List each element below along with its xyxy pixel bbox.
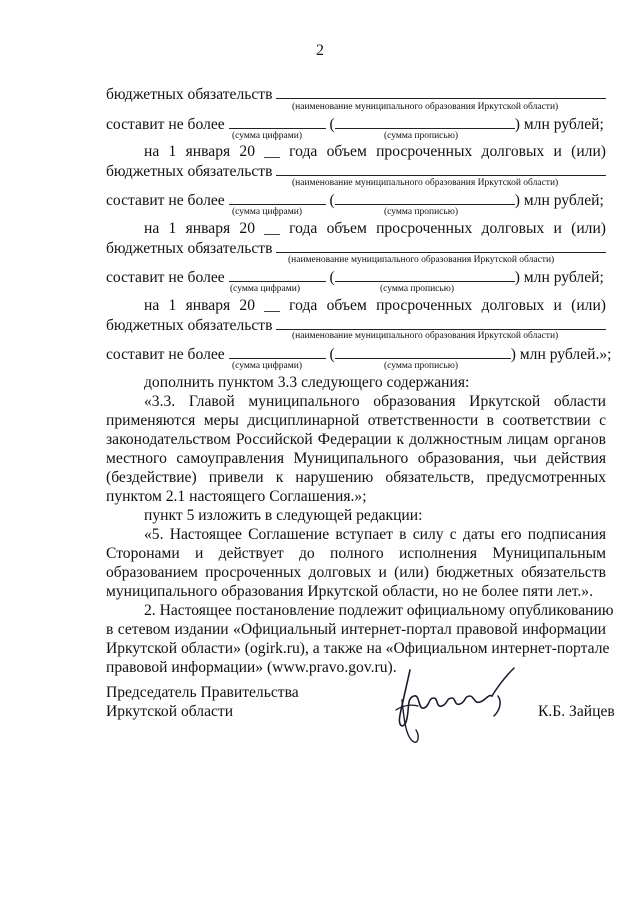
blank-line (335, 267, 515, 282)
form-row: составит не более ( ) млн рублей; (106, 269, 604, 286)
label: составит не более (106, 269, 225, 286)
label: млн рублей; (523, 116, 604, 133)
caption: (сумма прописью) (384, 361, 458, 371)
caption: (наименование муниципального образования Иркутской области) (292, 102, 559, 112)
blank-line (229, 267, 326, 282)
text-line: правовой информации» (www.pravo.gov.ru). (106, 659, 397, 676)
caption: (наименование муниципального образования Иркутской области) (292, 178, 559, 188)
text-line: на 1 января 20 __ года объем просроченных долговых и (или) (144, 297, 606, 314)
text-line: «3.3. Главой муниципального образования Иркутской области (144, 393, 606, 410)
caption: (сумма прописью) (384, 207, 458, 217)
form-row (106, 84, 606, 104)
blank-line (276, 84, 606, 99)
blank-line (335, 344, 511, 359)
text-line: образованием просроченных долговых и (или) бюджетных обязательств (106, 564, 606, 581)
signatory-name: К.Б. Зайцев (538, 703, 615, 720)
text-line: на 1 января 20 __ года объем просроченных долговых и (или) (144, 143, 606, 160)
text-line: (бездействие) привели к нарушению обязательств, предусмотренных (106, 469, 606, 486)
blank-line (276, 161, 606, 176)
text-line: муниципального образования Иркутской области, но не более пяти лет.». (106, 583, 593, 600)
text-line: в сетевом издании «Официальный интернет-портал правовой информации (106, 621, 606, 638)
text-line: «5. Настоящее Соглашение вступает в силу с даты его подписания (144, 526, 606, 543)
text-line: дополнить пунктом 3.3 следующего содержания: (144, 374, 470, 391)
text-line: применяются меры дисциплинарной ответственности в соответствии с (106, 412, 606, 429)
signatory-title: Председатель Правительства (106, 684, 299, 701)
label: бюджетных обязательств (106, 240, 273, 257)
blank-line (276, 315, 606, 330)
caption: (сумма цифрами) (232, 131, 302, 141)
label: млн рублей; (523, 269, 604, 286)
form-row: составит не более ( ) млн рублей.»; (106, 346, 612, 363)
blank-line (229, 190, 326, 205)
page-number: 2 (316, 42, 324, 59)
label: составит не более (106, 116, 225, 133)
text-line: местного самоуправления Муниципального образования, чьи действия (106, 450, 606, 467)
label: млн рублей; (523, 192, 604, 209)
label: бюджетных обязательств (106, 86, 273, 103)
label: составит не более (106, 346, 225, 363)
blank-line (276, 238, 606, 253)
text-line: Иркутской области» (ogirk.ru), а также на «Официальном интернет-портале (106, 640, 610, 657)
caption: (сумма прописью) (380, 284, 454, 294)
form-row: составит не более ( ) млн рублей; (106, 116, 604, 133)
label: бюджетных обязательств (106, 163, 273, 180)
handwritten-signature (380, 660, 540, 760)
form-row: составит не более ( ) млн рублей; (106, 192, 604, 209)
caption: (наименование муниципального образования Иркутской области) (292, 331, 559, 341)
label: млн рублей.»; (519, 346, 612, 363)
blank-line (229, 344, 326, 359)
text-line: 2. Настоящее постановление подлежит официальному опубликованию (144, 602, 614, 619)
text-line: пункт 5 изложить в следующей редакции: (144, 507, 423, 524)
blank-line (229, 114, 326, 129)
text-line: Сторонами и действует до полного исполнения Муниципальным (106, 545, 606, 562)
caption: (сумма цифрами) (230, 284, 300, 294)
label: бюджетных обязательств (106, 317, 273, 334)
caption: (сумма цифрами) (232, 207, 302, 217)
caption: (сумма прописью) (384, 131, 458, 141)
text-line: пунктом 2.1 настоящего Соглашения.»; (106, 488, 367, 505)
signatory-title: Иркутской области (106, 703, 234, 720)
blank-line (335, 190, 515, 205)
label: составит не более (106, 192, 225, 209)
text-line: на 1 января 20 __ года объем просроченных долговых и (или) (144, 220, 606, 237)
caption: (наименование муниципального образования Иркутской области) (288, 255, 555, 265)
blank-line (335, 114, 515, 129)
text-line: законодательством Российской Федерации к должностным лицам органов (106, 431, 606, 448)
caption: (сумма цифрами) (232, 361, 302, 371)
